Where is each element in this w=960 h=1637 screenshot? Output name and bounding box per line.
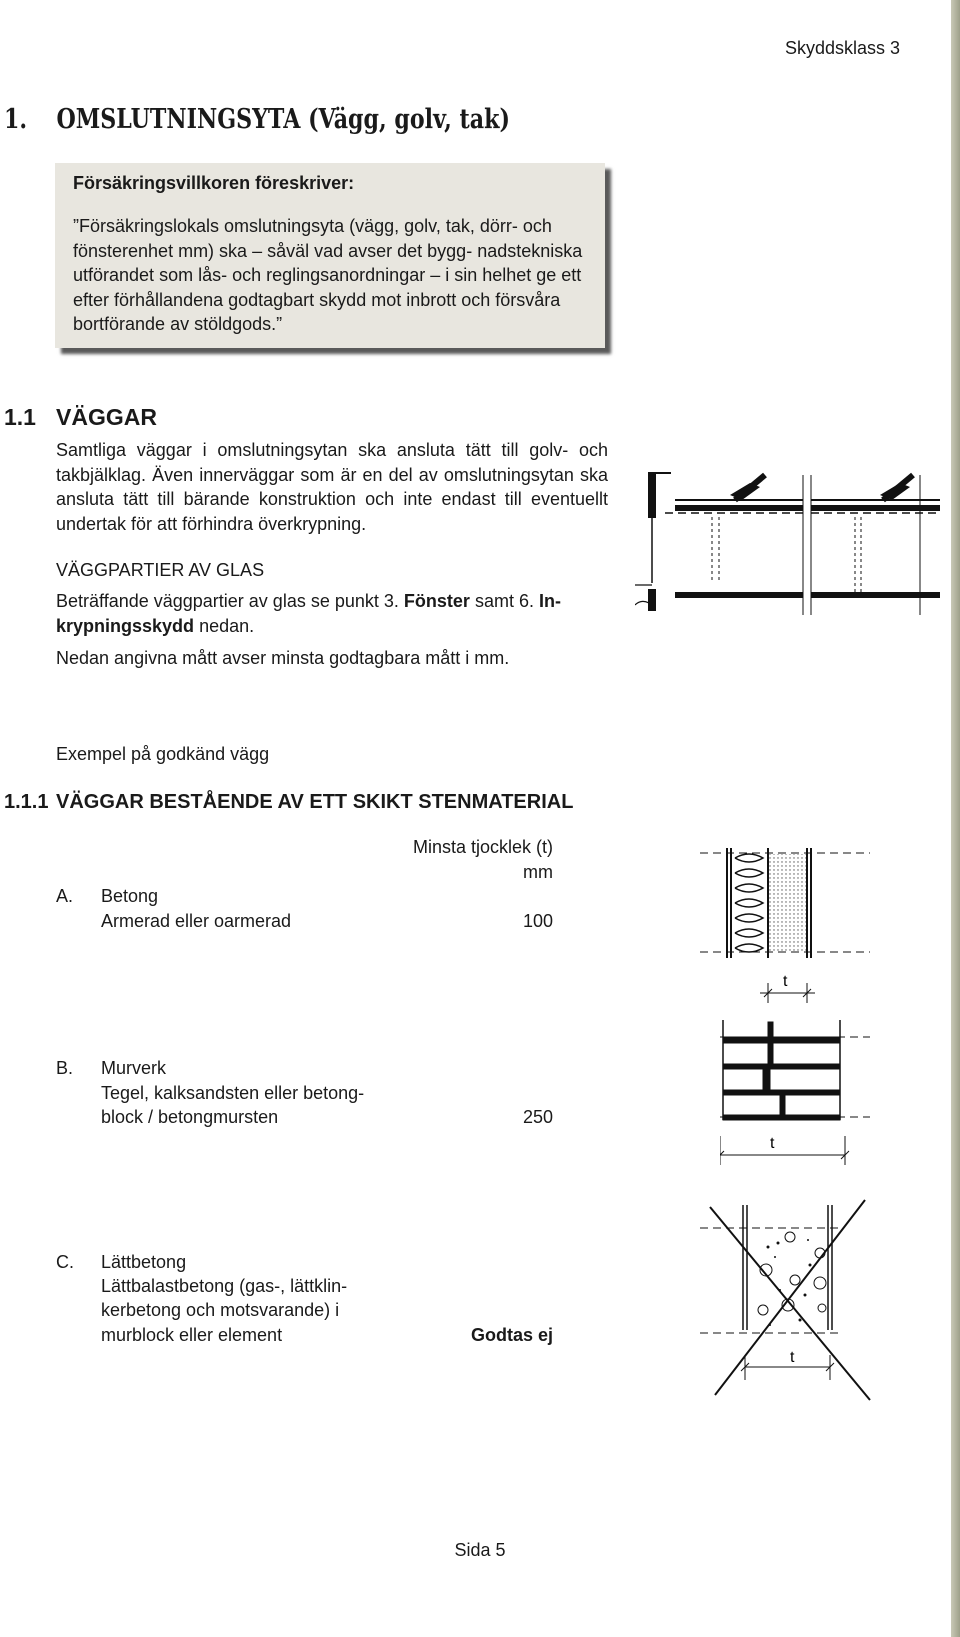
section-1-1-1-heading <box>4 791 573 814</box>
item-c-description-3: murblock eller element <box>101 1325 283 1345</box>
item-a-name: Betong <box>101 886 159 906</box>
insurance-terms-box <box>55 163 605 348</box>
masonry-wall-drawing <box>720 1020 870 1170</box>
item-b-description-2: block / betongmursten <box>101 1107 279 1127</box>
section-1-1-1-title: VÄGGAR BESTÅENDE AV ETT SKIKT STENMATERIAL <box>56 791 574 813</box>
item-c-name: Lättbetong <box>101 1252 187 1272</box>
drawing-a-thickness-label: t <box>783 973 788 990</box>
item-c-description-2: kerbetong och motsvarande) i <box>101 1300 340 1320</box>
item-b-letter: B. <box>56 1058 74 1078</box>
glass-wall-heading: VÄGGPARTIER AV GLAS <box>56 560 265 580</box>
walls-paragraph: Samtliga väggar i omslutningsytan ska ansluta tätt till golv- och takbjälklag. Även innerväggar som är en del av omslutningsytan ska ansluta tätt till bärande konstruktion och inte endast till eventuellt undertak för att förhindra överkrypning. <box>56 440 608 534</box>
header-classification: Skyddsklass 3 <box>784 38 900 58</box>
page-number: Sida 5 <box>454 1540 506 1560</box>
item-b-description-1: Tegel, kalksandsten eller betong- <box>101 1083 365 1103</box>
insurance-terms-quote: ”Försäkringslokals omslutningsyta (vägg, golv, tak, dörr- och fönsterenhet mm) ska – såväl vad avser det bygg- nadstekniska utförandet som lås- och reglingsanordningar – i sin helhet ge ett efter förhållandena godtagbart skydd mot inbrott och försvåra bortförande av stöldgods.” <box>73 216 583 334</box>
lightweight-concrete-drawing <box>700 1195 880 1405</box>
glass-text-2: samt 6. <box>474 591 534 611</box>
section-1-1-heading <box>4 404 157 431</box>
column-header-thickness: Minsta tjocklek (t) <box>412 837 553 857</box>
section-1-number: 1. <box>4 104 28 135</box>
column-header-unit: mm <box>523 862 553 882</box>
item-a-description: Armerad eller oarmerad <box>101 911 292 931</box>
wall-connection-drawing <box>635 465 945 615</box>
item-b-value: 250 <box>522 1107 553 1127</box>
item-c-description-1: Lättbalastbetong (gas-, lättklin- <box>101 1276 348 1296</box>
section-1-1-title: VÄGGAR <box>56 404 157 430</box>
insurance-terms-heading: Försäkringsvillkoren föreskriver: <box>73 173 355 193</box>
item-a-value: 100 <box>522 911 553 931</box>
glass-text-3: nedan. <box>199 615 255 636</box>
section-1-title: OMSLUTNINGSYTA (Vägg, golv, tak) <box>56 104 510 135</box>
concrete-wall-drawing <box>700 848 870 1008</box>
item-b-name: Murverk <box>101 1058 167 1078</box>
drawing-b-thickness-label: t <box>770 1135 775 1152</box>
glass-text-1: Beträffande väggpartier av glas se punkt 3. <box>56 591 399 611</box>
drawing-c-thickness-label: t <box>790 1349 795 1366</box>
measure-note: Nedan angivna mått avser minsta godtagbara mått i mm. <box>56 648 510 668</box>
glass-wall-text <box>56 589 611 638</box>
item-a-letter: A. <box>56 886 74 906</box>
crawl-protection-reference: In- krypningsskydd <box>56 591 561 636</box>
window-reference: Fönster <box>403 591 470 611</box>
item-c-letter: C. <box>56 1252 74 1272</box>
example-caption: Exempel på godkänd vägg <box>56 744 270 764</box>
section-1-1-1-number: 1.1.1 <box>4 791 49 813</box>
section-1-1-number: 1.1 <box>4 404 36 430</box>
section-1-heading <box>4 104 510 135</box>
item-c-value: Godtas ej <box>470 1325 553 1345</box>
page-edge-strip <box>951 0 960 1637</box>
